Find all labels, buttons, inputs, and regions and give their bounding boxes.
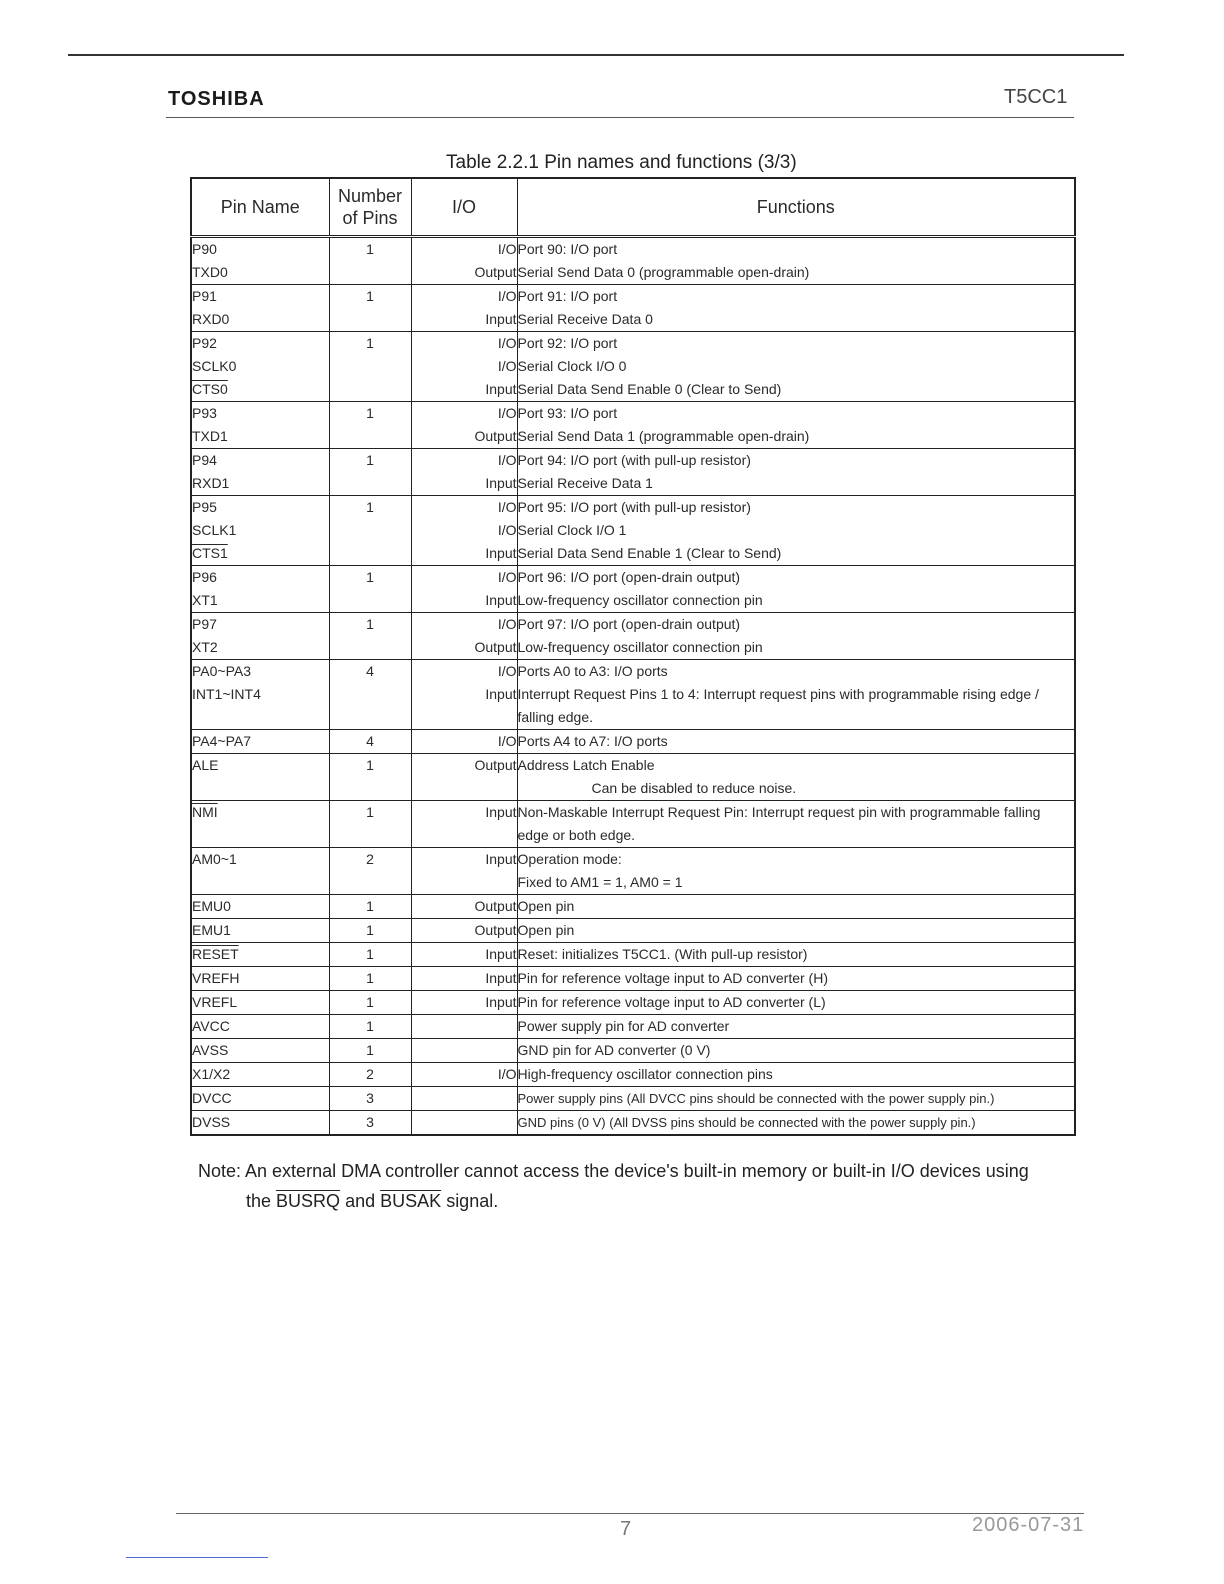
pin-name: SCLK1 — [192, 522, 237, 538]
pin-io: I/O — [497, 405, 517, 421]
pin-name: RESET — [192, 946, 239, 962]
pin-name: AVCC — [192, 1018, 230, 1034]
pin-io: Input — [485, 686, 517, 702]
table-row — [191, 801, 1075, 848]
pin-count: 1 — [366, 1018, 374, 1034]
table-header-row — [191, 178, 1075, 237]
pin-name: SCLK0 — [192, 358, 237, 374]
pin-function: Serial Data Send Enable 0 (Clear to Send) — [517, 381, 782, 397]
pin-name: PA4~PA7 — [192, 733, 252, 749]
header-rule — [166, 117, 1074, 118]
pin-io: I/O — [497, 1066, 517, 1082]
pin-function: Port 90: I/O port — [517, 241, 618, 257]
pin-name: EMU0 — [192, 898, 231, 914]
link-underline — [126, 1557, 268, 1558]
pin-name: XT1 — [192, 592, 218, 608]
pin-count: 1 — [366, 922, 374, 938]
note-text: the — [246, 1191, 272, 1211]
pin-io: I/O — [497, 616, 517, 632]
pin-count: 1 — [366, 946, 374, 962]
pin-io: Input — [485, 475, 517, 491]
pin-count: 1 — [366, 1042, 374, 1058]
pin-function: Port 94: I/O port (with pull-up resistor) — [517, 452, 751, 468]
table-row — [191, 730, 1075, 754]
pin-io: I/O — [497, 569, 517, 585]
pin-count: 2 — [366, 851, 374, 867]
pin-function: GND pin for AD converter (0 V) — [517, 1042, 711, 1058]
pin-function: Serial Receive Data 0 — [517, 311, 653, 327]
pin-count: 1 — [366, 569, 374, 585]
pin-function: Can be disabled to reduce noise. — [591, 780, 797, 796]
pin-function: Interrupt Request Pins 1 to 4: Interrupt request pins with programmable rising edge / falling edge. — [517, 686, 1039, 725]
pin-function: Power supply pin for AD converter — [517, 1018, 730, 1034]
pin-function: Fixed to AM1 = 1, AM0 = 1 — [517, 874, 683, 890]
pin-count: 4 — [366, 663, 374, 679]
pin-count: 1 — [366, 499, 374, 515]
table-row — [191, 285, 1075, 332]
brand-logo-text: TOSHIBA — [168, 88, 265, 110]
table-row — [191, 449, 1075, 496]
pin-name: CTS1 — [192, 545, 228, 561]
pin-function: Port 95: I/O port (with pull-up resistor) — [517, 499, 751, 515]
table-row — [191, 613, 1075, 660]
pin-count: 1 — [366, 994, 374, 1010]
table-row — [191, 660, 1075, 730]
pin-function: Open pin — [517, 922, 575, 938]
header-functions: Functions — [517, 178, 1075, 237]
pin-count: 3 — [366, 1090, 374, 1106]
pin-function: Low-frequency oscillator connection pin — [517, 592, 763, 608]
pin-function: High-frequency oscillator connection pins — [517, 1066, 773, 1082]
pin-function: Ports A4 to A7: I/O ports — [517, 733, 668, 749]
pin-function: Address Latch Enable — [517, 757, 655, 773]
table-row — [191, 1015, 1075, 1039]
pin-name: P91 — [192, 288, 217, 304]
pin-io: Output — [474, 264, 517, 280]
busrq-signal: BUSRQ — [276, 1191, 341, 1211]
pin-io — [412, 1039, 517, 1062]
pin-count: 1 — [366, 616, 374, 632]
pin-function: Port 92: I/O port — [517, 335, 618, 351]
header-io: I/O — [411, 178, 517, 237]
pin-function: Serial Clock I/O 1 — [517, 522, 627, 538]
pin-function: Reset: initializes T5CC1. (With pull-up resistor) — [517, 946, 808, 962]
pin-count: 2 — [366, 1066, 374, 1082]
table-caption: Table 2.2.1 Pin names and functions (3/3) — [446, 152, 797, 173]
pin-name: VREFL — [192, 994, 238, 1010]
table-row — [191, 1039, 1075, 1063]
pin-io: Input — [485, 592, 517, 608]
pin-count: 1 — [366, 804, 374, 820]
pin-function: Port 93: I/O port — [517, 405, 618, 421]
pin-function: Serial Send Data 0 (programmable open-drain) — [517, 264, 810, 280]
pin-name: $\overline{NMI}$ — [192, 804, 218, 820]
pin-io: Input — [485, 804, 517, 820]
pin-io: Input — [485, 946, 517, 962]
pin-function: Port 97: I/O port (open-drain output) — [517, 616, 741, 632]
pin-name: XT2 — [192, 639, 218, 655]
pin-name: P95 — [192, 499, 217, 515]
pin-function: GND pins (0 V) (All DVSS pins should be connected with the power supply pin.) — [517, 1115, 976, 1130]
pin-count: 1 — [366, 335, 374, 351]
pin-function: Pin for reference voltage input to AD converter (H) — [517, 970, 828, 986]
pin-io: Input — [485, 381, 517, 397]
note-text: and — [345, 1191, 376, 1211]
pin-io: Input — [485, 311, 517, 327]
pin-name: AM0~1 — [192, 851, 237, 867]
pin-name: VREFH — [192, 970, 240, 986]
pin-io: I/O — [497, 452, 517, 468]
table-row — [191, 991, 1075, 1015]
header-pin-name: Pin Name — [191, 178, 329, 237]
table-row — [191, 496, 1075, 566]
table-row — [191, 848, 1075, 895]
table-row — [191, 332, 1075, 402]
pin-io: Output — [474, 428, 517, 444]
pin-function: Port 91: I/O port — [517, 288, 618, 304]
pin-count: 1 — [366, 288, 374, 304]
table-row — [191, 237, 1075, 285]
pin-name: RXD1 — [192, 475, 230, 491]
pin-name: P97 — [192, 616, 217, 632]
pin-function: Serial Data Send Enable 1 (Clear to Send) — [517, 545, 782, 561]
pin-name: AVSS — [192, 1042, 229, 1058]
pin-io: Output — [474, 922, 517, 938]
table-row — [191, 754, 1075, 801]
table-row — [191, 943, 1075, 967]
pin-count: 1 — [366, 970, 374, 986]
pin-count: 1 — [366, 241, 374, 257]
pin-name: TXD0 — [192, 264, 228, 280]
pin-count: 1 — [366, 452, 374, 468]
pin-count: 1 — [366, 405, 374, 421]
pin-count: 4 — [366, 733, 374, 749]
pin-name: P93 — [192, 405, 217, 421]
pin-name: DVSS — [192, 1114, 231, 1130]
table-row — [191, 967, 1075, 991]
pin-io: I/O — [497, 358, 517, 374]
pin-name: CTS0 — [192, 381, 228, 397]
note-line-1: Note: An external DMA controller cannot access the device's built-in memory or built-in I/O devices using — [198, 1161, 1029, 1181]
pin-io: Output — [474, 898, 517, 914]
pin-io — [412, 1111, 517, 1134]
pin-function: Ports A0 to A3: I/O ports — [517, 663, 668, 679]
pin-io: I/O — [497, 499, 517, 515]
top-rule — [68, 54, 1124, 56]
part-number: T5CC1 — [1004, 86, 1068, 108]
pin-io: Input — [485, 994, 517, 1010]
pin-name: RXD0 — [192, 311, 230, 327]
table-row — [191, 895, 1075, 919]
pin-name: ALE — [192, 757, 219, 773]
note-text: signal. — [446, 1191, 499, 1211]
pin-io — [412, 1015, 517, 1038]
pin-io: Input — [485, 545, 517, 561]
pin-count: 1 — [366, 757, 374, 773]
pin-function: Open pin — [517, 898, 575, 914]
pin-io: I/O — [497, 522, 517, 538]
pin-io: Input — [485, 851, 517, 867]
pin-name: DVCC — [192, 1090, 232, 1106]
pin-function: Serial Receive Data 1 — [517, 475, 653, 491]
pin-name: P90 — [192, 241, 217, 257]
pin-io: I/O — [497, 288, 517, 304]
pin-count: 3 — [366, 1114, 374, 1130]
pin-io: I/O — [497, 733, 517, 749]
pin-name: P94 — [192, 452, 217, 468]
pin-io: Output — [474, 639, 517, 655]
pin-name: X1/X2 — [192, 1066, 231, 1082]
note-line-2 — [198, 1186, 1078, 1216]
pin-function: Non-Maskable Interrupt Request Pin: Interrupt request pin with programmable falling edge or both edge. — [517, 804, 1041, 843]
pin-function: Operation mode: — [517, 851, 622, 867]
pin-name: TXD1 — [192, 428, 228, 444]
table-row — [191, 1111, 1075, 1136]
busak-signal: BUSAK — [380, 1191, 442, 1211]
pin-io: Input — [485, 970, 517, 986]
page-number: 7 — [620, 1518, 632, 1540]
pin-count: 1 — [366, 898, 374, 914]
pin-name: INT1~INT4 — [192, 686, 261, 702]
table-row — [191, 566, 1075, 613]
pin-table — [190, 177, 1076, 1136]
pin-name: P96 — [192, 569, 217, 585]
pin-name: P92 — [192, 335, 217, 351]
pin-name: EMU1 — [192, 922, 231, 938]
table-row — [191, 1087, 1075, 1111]
header-number-line2: of Pins — [342, 208, 398, 228]
pin-io: I/O — [497, 335, 517, 351]
table-row — [191, 1063, 1075, 1087]
table-note — [198, 1156, 1078, 1216]
table-row — [191, 919, 1075, 943]
pin-function: Low-frequency oscillator connection pin — [517, 639, 763, 655]
pin-function: Serial Clock I/O 0 — [517, 358, 627, 374]
pin-name: PA0~PA3 — [192, 663, 252, 679]
pin-io: Output — [474, 757, 517, 773]
pin-function: Power supply pins (All DVCC pins should be connected with the power supply pin.) — [517, 1091, 995, 1106]
pin-io: I/O — [497, 663, 517, 679]
document-date: 2006-07-31 — [972, 1514, 1085, 1536]
pin-io: I/O — [497, 241, 517, 257]
header-number-line1: Number — [337, 186, 403, 206]
pin-function: Serial Send Data 1 (programmable open-drain) — [517, 428, 810, 444]
pin-function: Pin for reference voltage input to AD converter (L) — [517, 994, 826, 1010]
header-number-of-pins — [329, 178, 411, 237]
pin-io — [412, 1087, 517, 1110]
pin-function: Port 96: I/O port (open-drain output) — [517, 569, 741, 585]
table-row — [191, 402, 1075, 449]
footer-rule — [176, 1513, 1084, 1514]
